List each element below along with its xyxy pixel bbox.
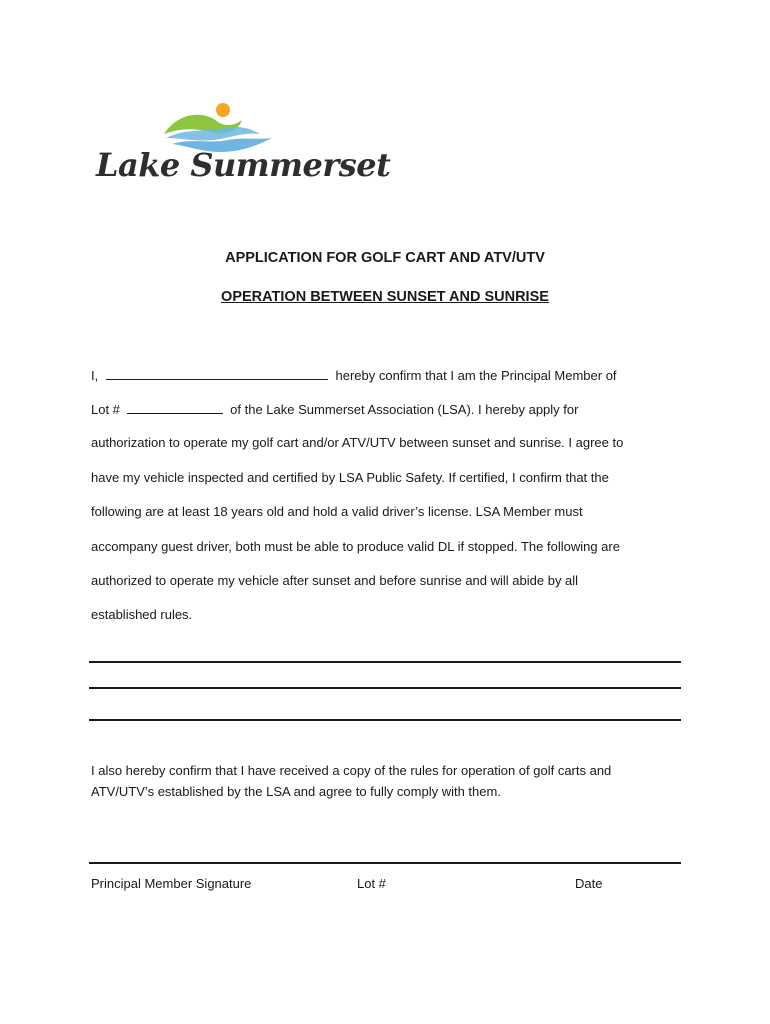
- member-name-field[interactable]: [106, 366, 328, 380]
- logo-text: Lake Summerset: [96, 146, 391, 184]
- body-line: authorization to operate my golf cart and/or ATV/UTV between sunset and sunrise. I agree to: [91, 435, 624, 450]
- authorized-driver-line-2[interactable]: [89, 687, 681, 689]
- lot-number-field[interactable]: [127, 400, 223, 414]
- lot-prefix: Lot #: [91, 402, 120, 417]
- lake-summerset-logo: [92, 98, 391, 194]
- form-subtitle: OPERATION BETWEEN SUNSET AND SUNRISE: [221, 289, 549, 305]
- signature-line[interactable]: [89, 862, 681, 864]
- lot-number-line: [91, 400, 691, 418]
- name-prefix: I,: [91, 368, 99, 383]
- lot-suffix: of the Lake Summerset Association (LSA). I hereby apply for: [230, 402, 579, 417]
- form-title: APPLICATION FOR GOLF CART AND ATV/UTV: [225, 250, 545, 266]
- body-line: accompany guest driver, both must be able to produce valid DL if stopped. The following are: [91, 539, 620, 554]
- body-line: following are at least 18 years old and hold a valid driver’s license. LSA Member must: [91, 504, 583, 519]
- lot-label: Lot #: [357, 876, 386, 891]
- body-line: authorized to operate my vehicle after sunset and before sunrise and will abide by all: [91, 573, 579, 588]
- authorized-driver-line-1[interactable]: [89, 661, 681, 663]
- logo-sun-icon: [216, 103, 230, 117]
- confirm-line: ATV/UTV’s established by the LSA and agree to fully comply with them.: [91, 784, 501, 799]
- body-line: established rules.: [91, 607, 193, 622]
- name-suffix: hereby confirm that I am the Principal Member of: [335, 368, 617, 383]
- body-line: have my vehicle inspected and certified by LSA Public Safety. If certified, I confirm that the: [91, 470, 609, 485]
- date-label: Date: [575, 876, 603, 891]
- authorized-driver-line-3[interactable]: [89, 719, 681, 721]
- confirm-line: I also hereby confirm that I have received a copy of the rules for operation of golf carts and: [91, 763, 612, 778]
- member-name-line: [91, 366, 691, 384]
- signature-label: Principal Member Signature: [91, 876, 252, 891]
